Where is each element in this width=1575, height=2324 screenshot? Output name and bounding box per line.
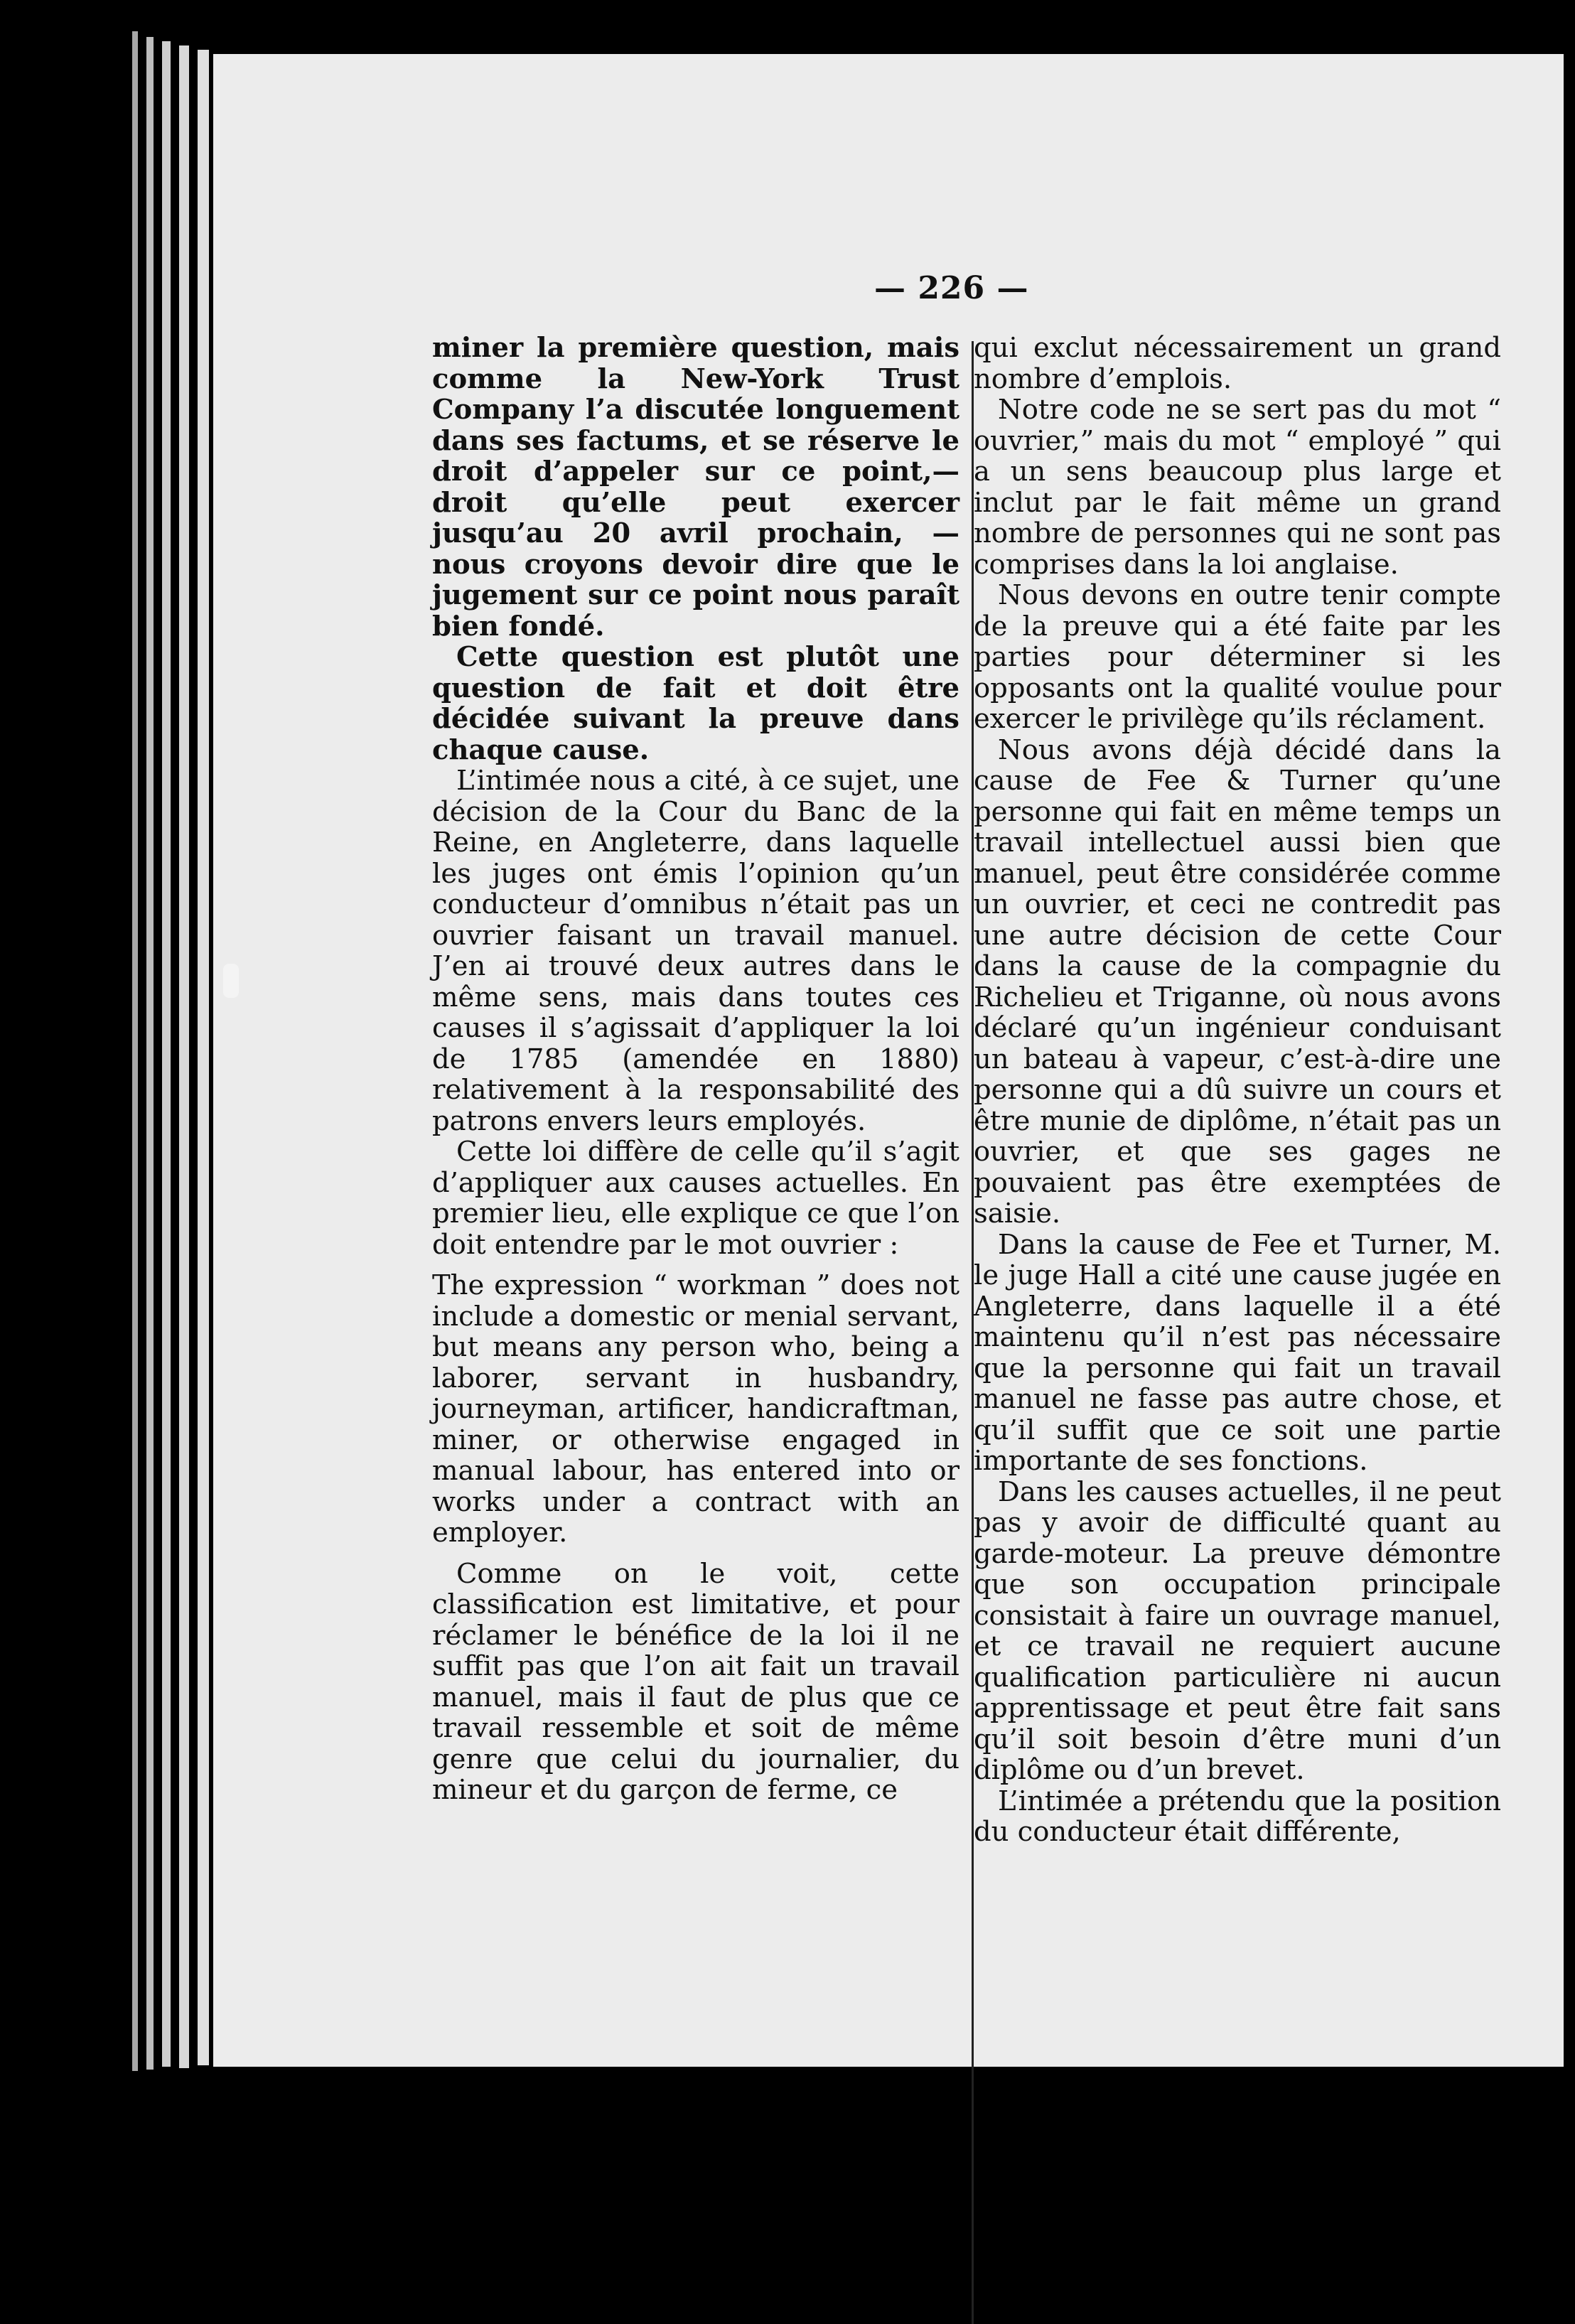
paragraph: L’intimée a prétendu que la position du conducteur était différente, (974, 1785, 1501, 1848)
page-tab-mark (223, 964, 239, 998)
page-edge (146, 37, 154, 2070)
paragraph: Cette loi diffère de celle qu’il s’agit d’appliquer aux causes actuelles. En premier lieu, elle explique ce que l’on doit entendre par le mot ouvrier : (432, 1136, 959, 1261)
paragraph: Dans la cause de Fee et Turner, M. le juge Hall a cité une cause jugée en Angleterre, dans laquelle il a été maintenu qu’il n’est pas nécessaire que la personne qui fait un travail manuel ne fasse pas autre chose, et qu’il suffit que ce soit une partie importante de ses fonctions. (974, 1228, 1501, 1477)
paragraph: Dans les causes actuelles, il ne peut pas y avoir de difficulté quant au garde-moteur. La preuve démontre que son occupation principale consistait à faire un ouvrage manuel, et ce travail ne requiert aucune qualification particulière ni aucun apprentissage et peut être fait sans qu’il soit besoin d’être muni d’un diplôme ou d’un brevet. (974, 1475, 1501, 1786)
paragraph: Nous devons en outre tenir compte de la preuve qui a été faite par les parties pour déterminer si les opposants ont la qualité voulue pour exercer le privilège qu’ils réclament. (974, 579, 1501, 735)
left-column (432, 333, 959, 1806)
paragraph: Comme on le voit, cette classification est limitative, et pour réclamer le bénéfice de la loi il ne suffit pas que l’on ait fait un travail manuel, mais il faut de plus que ce travail ressemble et soit de même genre que celui du journalier, du mineur et du garçon de ferme, ce (432, 1557, 959, 1806)
paragraph: Nous avons déjà décidé dans la cause de Fee & Turner qu’une personne qui fait en même temps un travail intellectuel aussi bien que manuel, peut être considérée comme un ouvrier, et ceci ne contredit pas une autre décision de cette Cour dans la cause de la compagnie du Richelieu et Triganne, où nous avons déclaré qu’un ingénieur conduisant un bateau à vapeur, c’est-à-dire une personne qui a dû suivre un cours et être munie de diplôme, n’était pas un ouvrier, et que ses gages ne pouvaient pas être exemptées de saisie. (974, 733, 1501, 1230)
paragraph: Notre code ne se sert pas du mot “ ouvrier,” mais du mot “ employé ” qui a un sens beaucoup plus large et inclut par le fait même un grand nombre de personnes qui ne sont pas comprises dans la loi anglaise. (974, 394, 1501, 581)
page-edge (132, 31, 138, 2071)
paragraph: miner la première question, mais comme la New-York Trust Company l’a discutée longuement dans ses factums, et se réserve le droit d’appeler sur ce point,—droit qu’elle peut exercer jusqu’au 20 avril prochain, — nous croyons devoir dire que le jugement sur ce point nous paraît bien fondé. (432, 332, 959, 642)
quoted-statute: The expression “ workman ” does not include a domestic or menial servant, but means any person who, being a laborer, servant in husbandry, journeyman, artificer, handicraftman, miner, or otherwise engaged in manual labour, has entered into or works under a contract with an employer. (432, 1269, 959, 1549)
page-edge (179, 45, 189, 2068)
page-number: — 226 — (874, 270, 1029, 306)
page-edge (162, 41, 171, 2067)
right-column (974, 333, 1501, 1848)
paragraph: Cette question est plutôt une question de fait et doit être décidée suivant la preuve dans chaque cause. (432, 641, 959, 766)
paragraph: qui exclut nécessairement un grand nombre d’emplois. (974, 332, 1501, 395)
paragraph: L’intimée nous a cité, à ce sujet, une décision de la Cour du Banc de la Reine, en Angleterre, dans laquelle les juges ont émis l’opinion qu’un conducteur d’omnibus n’était pas un ouvrier faisant un travail manuel. J’en ai trouvé deux autres dans le même sens, mais dans toutes ces causes il s’agissait d’appliquer la loi de 1785 (amendée en 1880) relativement à la responsabilité des patrons envers leurs employés. (432, 765, 959, 1137)
page-edge (198, 50, 209, 2065)
